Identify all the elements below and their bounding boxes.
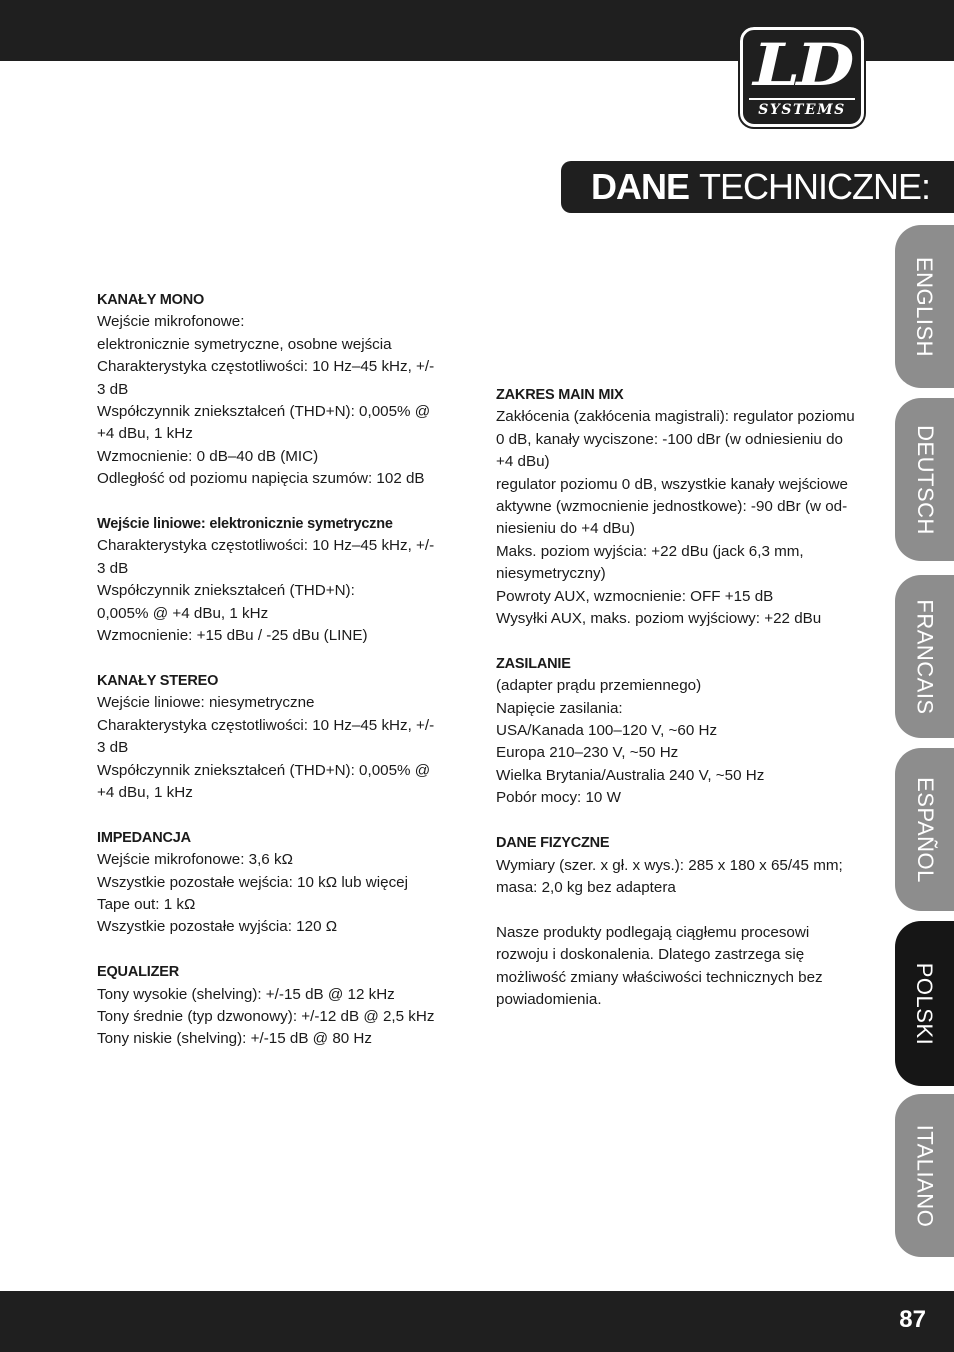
spec-section-heading: ZASILANIE: [496, 655, 571, 672]
spec-section-heading: DANE FIZYCZNE: [496, 835, 610, 852]
language-tab-francais[interactable]: [895, 575, 954, 738]
spec-section-heading: KANAŁY MONO: [97, 292, 205, 308]
spec-section: [496, 384, 866, 630]
language-tab-label: ITALIANO: [912, 1124, 938, 1227]
spec-section: [97, 961, 447, 1051]
language-tab-deutsch[interactable]: [895, 398, 954, 561]
spec-line: Charakterystyka częstotliwości: 10 Hz–45 kHz, +/- 3 dB: [97, 537, 435, 577]
language-tab-label: ESPAÑOL: [912, 776, 938, 883]
spec-line: Tony niskie (shelving): +/-15 dB @ 80 Hz: [97, 1030, 372, 1048]
spec-line: regulator poziomu 0 dB, wszystkie kanały wejściowe aktywne (wzmocnienie jednostkowe): -90 dBr (w od- niesieniu do +4 dBu): [496, 475, 848, 538]
spec-line: Współczynnik zniekształceń (THD+N):: [97, 582, 355, 600]
logo-sub-text: SYSTEMS: [749, 98, 855, 118]
spec-line: Charakterystyka częstotliwości: 10 Hz–45 kHz, +/- 3 dB: [97, 358, 435, 398]
spec-line: Wzmocnienie: 0 dB–40 dB (MIC): [97, 447, 319, 465]
spec-line: Wejście liniowe: niesymetryczne: [97, 694, 315, 712]
spec-line: Powroty AUX, wzmocnienie: OFF +15 dB: [496, 587, 774, 605]
spec-line: Wszystkie pozostałe wyjścia: 120 Ω: [97, 918, 338, 936]
spec-section: [496, 832, 866, 899]
spec-section: [97, 670, 447, 804]
page-title-light: TECHNICZNE:: [699, 166, 931, 207]
spec-section: [496, 922, 866, 1012]
spec-line: (adapter prądu przemiennego): [496, 677, 702, 695]
language-tab-italiano[interactable]: [895, 1094, 954, 1257]
spec-section: [97, 513, 447, 647]
spec-line: USA/Kanada 100–120 V, ~60 Hz: [496, 722, 718, 740]
spec-line: Wysyłki AUX, maks. poziom wyjściowy: +22 dBu: [496, 610, 822, 628]
spec-line: Wejście mikrofonowe: 3,6 kΩ: [97, 851, 293, 869]
spec-section-heading: ZAKRES MAIN MIX: [496, 387, 624, 403]
spec-section-heading: Wejście liniowe: elektronicznie symetryczne: [97, 516, 393, 533]
spec-line: Pobór mocy: 10 W: [496, 789, 621, 807]
spec-line: Zakłócenia (zakłócenia magistrali): regulator poziomu 0 dB, kanały wyciszone: -100 dBr (w odniesieniu do +4 dBu): [496, 408, 855, 471]
page-number: 87: [899, 1306, 926, 1333]
page-title: [561, 161, 954, 213]
spec-line: Charakterystyka częstotliwości: 10 Hz–45 kHz, +/- 3 dB: [97, 716, 435, 757]
language-tab-english[interactable]: [895, 225, 954, 388]
spec-line: Wzmocnienie: +15 dBu / -25 dBu (LINE): [97, 627, 368, 645]
language-tab-label: POLSKI: [912, 962, 938, 1045]
spec-line: Tape out: 1 kΩ: [97, 895, 196, 913]
page-title-bold: DANE: [591, 166, 690, 207]
spec-line: 0,005% @ +4 dBu, 1 kHz: [97, 604, 269, 622]
bottom-bar: [0, 1291, 954, 1352]
spec-line: Napięcie zasilania:: [496, 699, 623, 717]
spec-line: Współczynnik zniekształceń (THD+N): 0,005% @ +4 dBu, 1 kHz: [97, 403, 431, 443]
spec-section-heading: EQUALIZER: [97, 964, 179, 981]
spec-section: [496, 653, 866, 810]
language-tab-español[interactable]: [895, 748, 954, 911]
spec-line: elektronicznie symetryczne, osobne wejścia: [97, 335, 392, 353]
spec-line: Wielka Brytania/Australia 240 V, ~50 Hz: [496, 766, 765, 784]
spec-section-heading: KANAŁY STEREO: [97, 672, 219, 689]
spec-line: Wszystkie pozostałe wejścia: 10 kΩ lub więcej: [97, 873, 409, 891]
specs-right-column: [496, 384, 866, 1034]
logo-main-text: LD: [753, 31, 851, 99]
language-tab-label: FRANCAIS: [912, 598, 938, 715]
spec-section: [97, 827, 447, 939]
spec-line: Tony wysokie (shelving): +/-15 dB @ 12 kHz: [97, 985, 395, 1003]
spec-line: Wejście mikrofonowe:: [97, 313, 245, 331]
spec-section-heading: IMPEDANCJA: [97, 829, 191, 846]
language-tab-label: DEUTSCH: [912, 424, 938, 535]
spec-section: [97, 289, 447, 491]
spec-line: Europa 210–230 V, ~50 Hz: [496, 744, 679, 762]
spec-line: Maks. poziom wyjścia: +22 dBu (jack 6,3 mm, niesymetryczny): [496, 542, 804, 583]
spec-line: Tony średnie (typ dzwonowy): +/-12 dB @ 2,5 kHz: [97, 1007, 435, 1025]
spec-line: Nasze produkty podlegają ciągłemu procesowi rozwoju i doskonalenia. Dlatego zastrzega się możliwość zmiany właściwości technicznych bez powiadomienia.: [496, 923, 823, 1008]
spec-line: Wymiary (szer. x gł. x wys.): 285 x 180 x 65/45 mm; masa: 2,0 kg bez adaptera: [496, 856, 843, 896]
spec-line: Odległość od poziomu napięcia szumów: 102 dB: [97, 470, 425, 488]
specs-left-column: [97, 289, 447, 1073]
language-tab-polski[interactable]: [895, 921, 954, 1086]
language-tab-label: ENGLISH: [912, 256, 938, 357]
ld-systems-logo: [740, 27, 864, 127]
spec-line: Współczynnik zniekształceń (THD+N): 0,005% @ +4 dBu, 1 kHz: [97, 761, 431, 801]
